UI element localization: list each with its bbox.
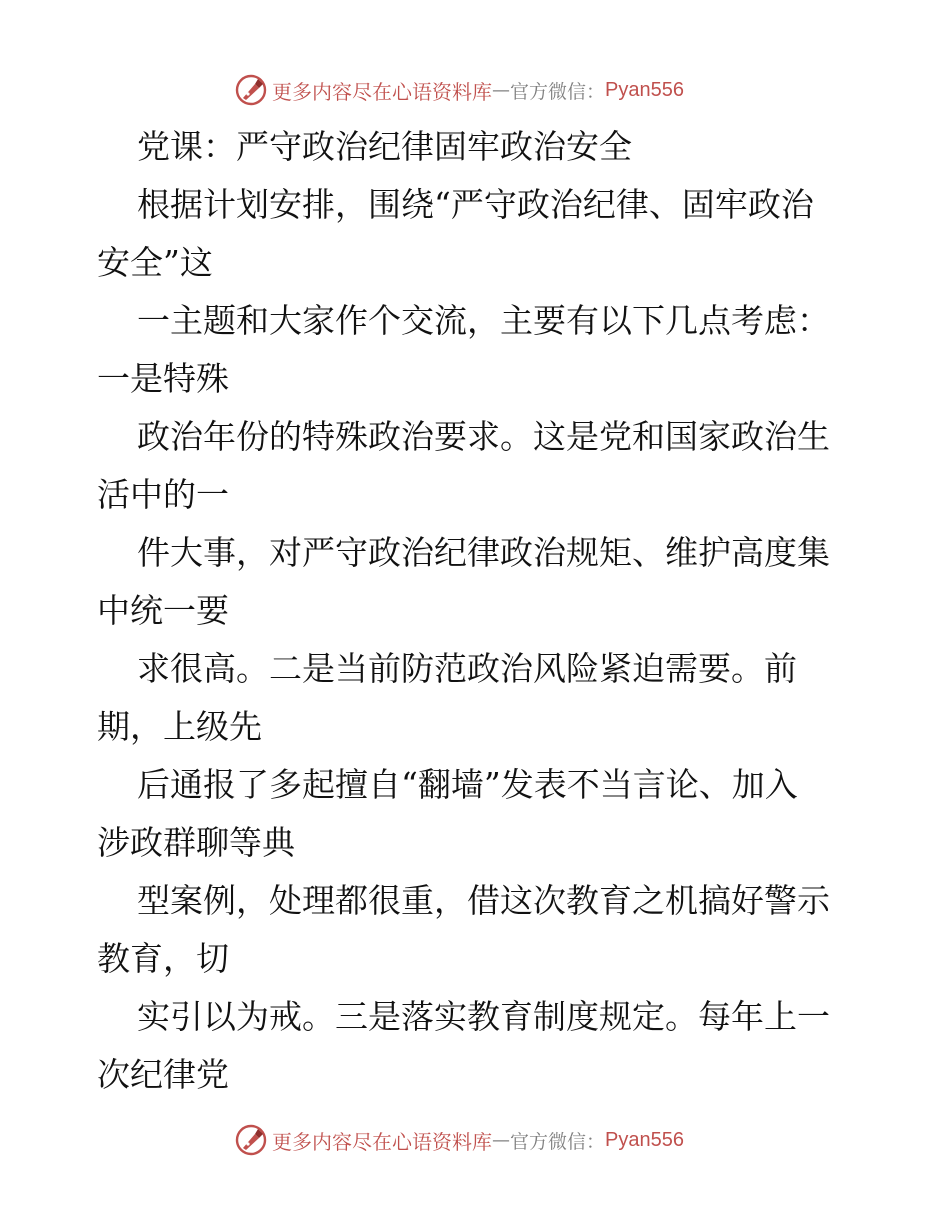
paragraph-line: 根据计划安排，围绕“严守政治纪律、固牢政治 (137, 185, 814, 224)
pen-nib-logo-icon (234, 1123, 268, 1157)
banner-wechat-label: 官方微信： (510, 1130, 606, 1153)
banner-separator: — (492, 1129, 510, 1151)
document-body (97, 118, 857, 1104)
paragraph-line: 求很高。二是当前防范政治风险紧迫需要。前 (137, 649, 797, 688)
paragraph-line: 教育，切 (97, 939, 229, 978)
banner-text: 更多内容尽在心语资料库 (272, 79, 492, 104)
paragraph-line: 件大事，对严守政治纪律政治规矩、维护高度集 (137, 533, 830, 572)
paragraph-line: 安全”这 (97, 243, 213, 282)
paragraph-line: 一主题和大家作个交流，主要有以下几点考虑： (137, 301, 830, 340)
paragraph-line: 型案例，处理都很重，借这次教育之机搞好警示 (137, 881, 830, 920)
paragraph-line: 中统一要 (97, 591, 229, 630)
paragraph-line: 活中的一 (97, 475, 229, 514)
footer-banner (234, 1122, 684, 1158)
paragraph-line: 实引以为戒。三是落实教育制度规定。每年上一 (137, 997, 830, 1036)
paragraph-line: 后通报了多起擅自“翻墙”发表不当言论、加入 (137, 765, 798, 804)
header-banner (234, 72, 684, 108)
banner-wechat-id: Pyan556 (605, 78, 684, 101)
paragraph-line: 次纪律党 (97, 1055, 229, 1094)
document-title: 党课：严守政治纪律固牢政治安全 (137, 127, 632, 166)
banner-separator: — (492, 79, 510, 101)
paragraph-line: 期，上级先 (97, 707, 262, 746)
banner-text: 更多内容尽在心语资料库 (272, 1129, 492, 1154)
paragraph-line: 涉政群聊等典 (97, 823, 295, 862)
pen-nib-logo-icon (234, 73, 268, 107)
banner-wechat-id: Pyan556 (605, 1128, 684, 1151)
banner-wechat-label: 官方微信： (510, 80, 606, 103)
paragraph-line: 一是特殊 (97, 359, 229, 398)
paragraph-line: 政治年份的特殊政治要求。这是党和国家政治生 (137, 417, 830, 456)
